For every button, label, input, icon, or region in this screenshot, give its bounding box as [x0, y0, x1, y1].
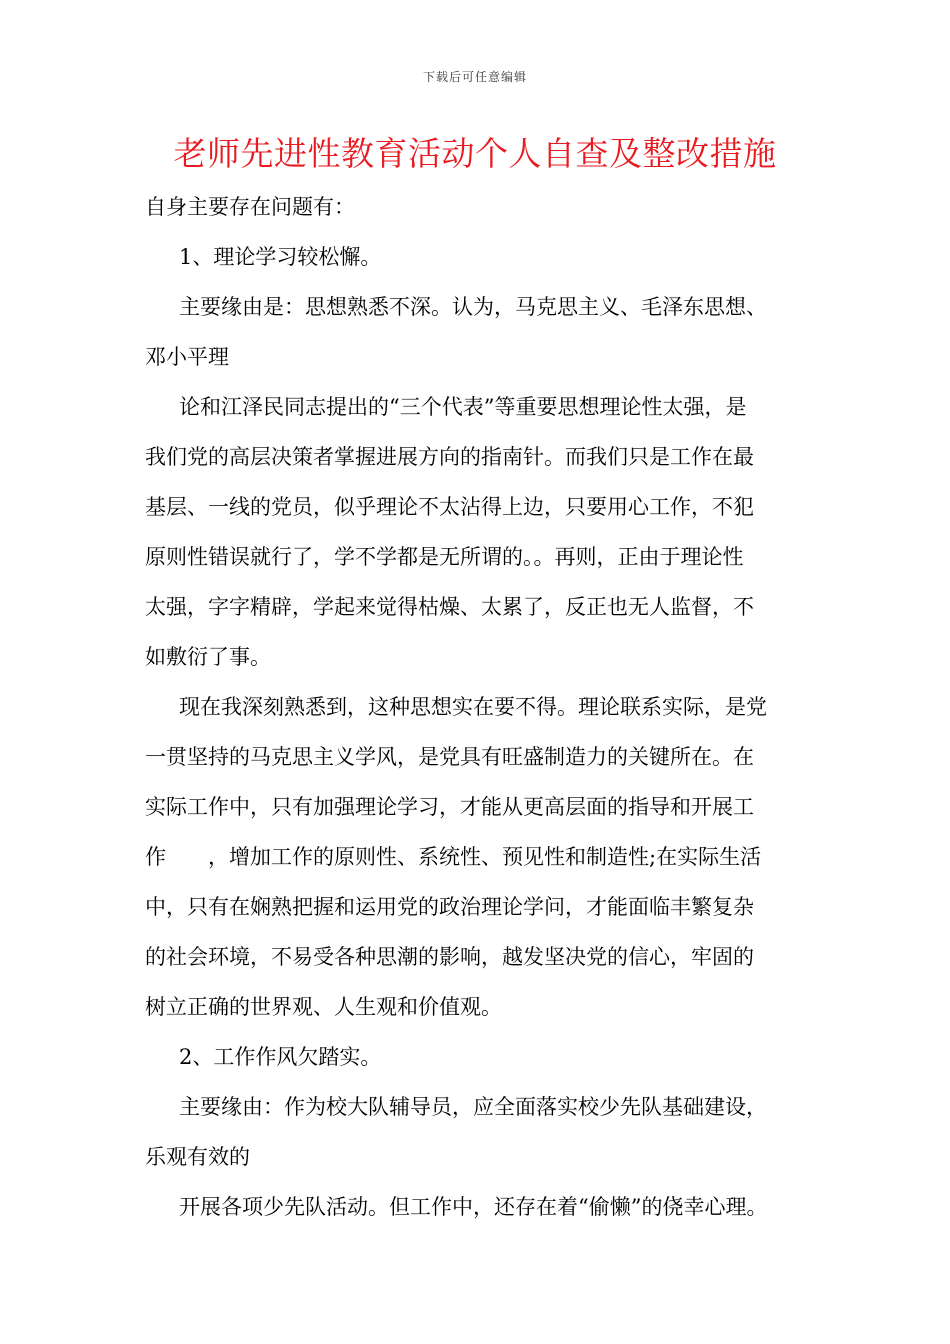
body-line: 邓小平理: [145, 345, 229, 369]
document-title: 老师先进性教育活动个人自查及整改措施: [173, 134, 777, 173]
body-line: 基层、一线的党员，似乎理论不太沾得上边，只要用心工作，不犯: [145, 495, 754, 519]
body-line: 太强，字字精辟，学起来觉得枯燥、太累了，反正也无人监督，不: [145, 595, 754, 619]
header-note: 下载后可任意编辑: [422, 70, 527, 84]
list-item-heading: 2、工作作风欠踏实。: [179, 1045, 382, 1069]
body-line: 的社会环境，不易受各种思潮的影响，越发坚决党的信心，牢固的: [145, 945, 754, 969]
body-line: 乐观有效的: [145, 1145, 250, 1169]
document-body: [145, 182, 810, 1232]
body-line: 主要缘由是：思想熟悉不深。认为，马克思主义、毛泽东思想、: [179, 295, 767, 319]
body-line: 原则性错误就行了，学不学都是无所谓的。。再则，正由于理论性: [145, 545, 744, 569]
body-line: 如敷衍了事。: [145, 645, 271, 669]
body-line: 开展各项少先队活动。但工作中，还存在着“偷懒”的侥幸心理。: [179, 1195, 768, 1219]
body-line: 自身主要存在问题有：: [145, 195, 355, 219]
list-item-heading: 1、理论学习较松懈。: [179, 245, 382, 269]
body-line: 中，只有在娴熟把握和运用党的政治理论学问，才能面临丰繁复杂: [145, 895, 754, 919]
body-line: 树立正确的世界观、人生观和价值观。: [145, 995, 502, 1019]
body-line: 作 ，增加工作的原则性、系统性、预见性和制造性;在实际生活: [145, 845, 762, 869]
body-line: 我们党的高层决策者掌握进展方向的指南针。而我们只是工作在最: [145, 445, 754, 469]
body-line: 主要缘由：作为校大队辅导员，应全面落实校少先队基础建设，: [179, 1095, 767, 1119]
body-line: 现在我深刻熟悉到，这种思想实在要不得。理论联系实际，是党: [179, 695, 767, 719]
body-line: 实际工作中，只有加强理论学习，才能从更高层面的指导和开展工: [145, 795, 754, 819]
body-line: 论和江泽民同志提出的“三个代表”等重要思想理论性太强，是: [179, 395, 747, 419]
body-line: 一贯坚持的马克思主义学风，是党具有旺盛制造力的关键所在。在: [145, 745, 754, 769]
